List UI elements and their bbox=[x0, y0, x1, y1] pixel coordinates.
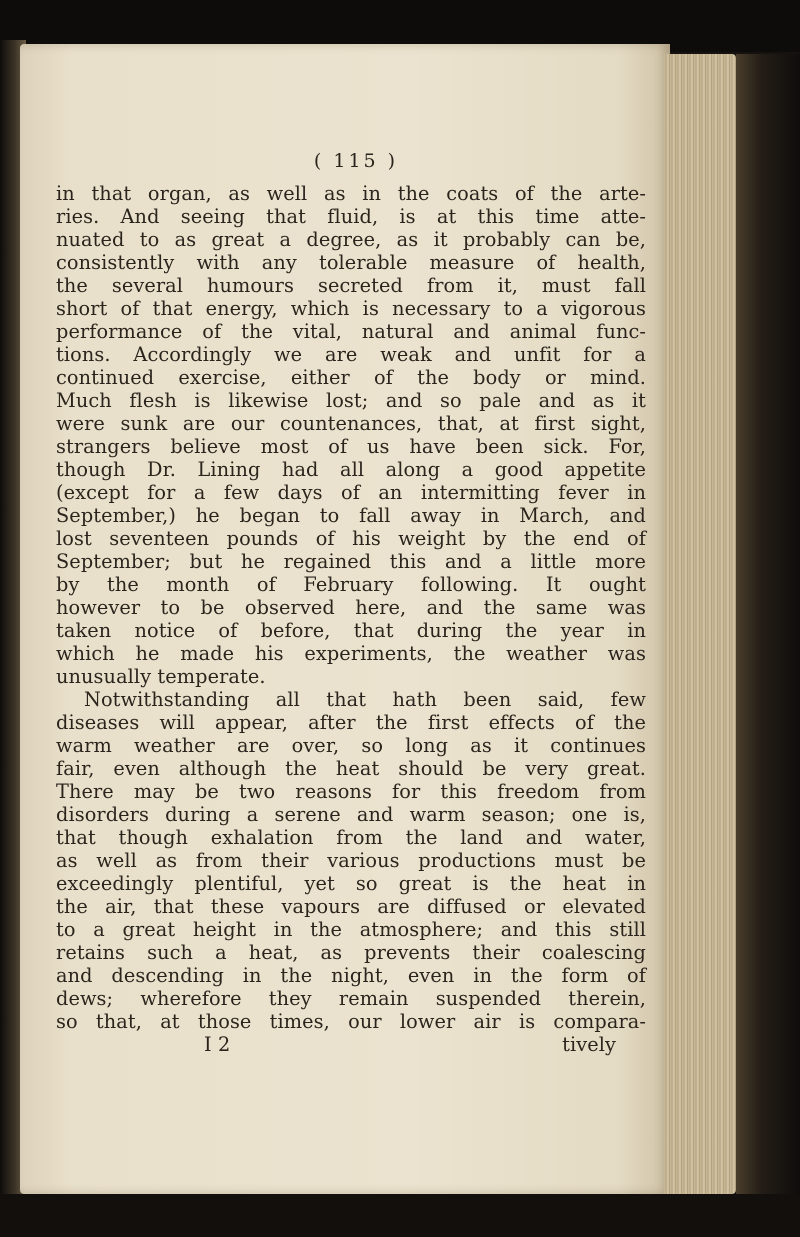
page-number-header: ( 115 ) bbox=[313, 150, 399, 172]
catchword: tively bbox=[562, 1033, 616, 1056]
paragraph-2 bbox=[56, 688, 646, 1033]
text-line: so that, at those times, our lower air is compara- bbox=[56, 1010, 646, 1033]
text-line: September,) he began to fall away in March, and bbox=[56, 504, 646, 527]
text-line: strangers believe most of us have been sick. For, bbox=[56, 435, 646, 458]
text-line: exceedingly plentiful, yet so great is the heat in bbox=[56, 872, 646, 895]
text-line: Notwithstanding all that hath been said, few bbox=[84, 688, 646, 711]
text-line: the air, that these vapours are diffused or elevated bbox=[56, 895, 646, 918]
text-line: ries. And seeing that fluid, is at this time atte- bbox=[56, 205, 646, 228]
text-line: Much flesh is likewise lost; and so pale and as it bbox=[56, 389, 646, 412]
text-line: (except for a few days of an intermitting fever in bbox=[56, 481, 646, 504]
text-line: to a great height in the atmosphere; and this still bbox=[56, 918, 646, 941]
text-line: performance of the vital, natural and animal func- bbox=[56, 320, 646, 343]
text-line: warm weather are over, so long as it continues bbox=[56, 734, 646, 757]
scan-bottom-shadow bbox=[0, 1194, 800, 1237]
text-line: lost seventeen pounds of his weight by the end of bbox=[56, 527, 646, 550]
book-binding bbox=[736, 54, 800, 1237]
text-line: however to be observed here, and the same was bbox=[56, 596, 646, 619]
page-text bbox=[56, 150, 646, 1056]
text-line: unusually temperate. bbox=[56, 665, 266, 688]
text-line: short of that energy, which is necessary to a vigorous bbox=[56, 297, 646, 320]
text-line: in that organ, as well as in the coats of the arte- bbox=[56, 182, 646, 205]
text-line: the several humours secreted from it, must fall bbox=[56, 274, 646, 297]
text-line: September; but he regained this and a little more bbox=[56, 550, 646, 573]
text-line: as well as from their various productions must be bbox=[56, 849, 646, 872]
text-line: dews; wherefore they remain suspended therein, bbox=[56, 987, 646, 1010]
text-line: fair, even although the heat should be very great. bbox=[56, 757, 646, 780]
text-line: by the month of February following. It ought bbox=[56, 573, 646, 596]
text-line: were sunk are our countenances, that, at first sight, bbox=[56, 412, 646, 435]
text-line: consistently with any tolerable measure of health, bbox=[56, 251, 646, 274]
text-line: retains such a heat, as prevents their coalescing bbox=[56, 941, 646, 964]
text-line: which he made his experiments, the weather was bbox=[56, 642, 646, 665]
text-line: diseases will appear, after the first effects of the bbox=[56, 711, 646, 734]
text-line: taken notice of before, that during the year in bbox=[56, 619, 646, 642]
text-line: nuated to as great a degree, as it probably can be, bbox=[56, 228, 646, 251]
text-line: continued exercise, either of the body or mind. bbox=[56, 366, 646, 389]
text-line: that though exhalation from the land and water, bbox=[56, 826, 646, 849]
text-line: though Dr. Lining had all along a good appetite bbox=[56, 458, 646, 481]
text-line: There may be two reasons for this freedom from bbox=[56, 780, 646, 803]
signature-mark: I 2 bbox=[204, 1033, 231, 1056]
text-line: tions. Accordingly we are weak and unfit for a bbox=[56, 343, 646, 366]
page-footer bbox=[56, 1033, 646, 1056]
page-edges bbox=[664, 54, 736, 1194]
text-line: disorders during a serene and warm season; one is, bbox=[56, 803, 646, 826]
text-line: and descending in the night, even in the form of bbox=[56, 964, 646, 987]
paragraph-1 bbox=[56, 182, 646, 688]
